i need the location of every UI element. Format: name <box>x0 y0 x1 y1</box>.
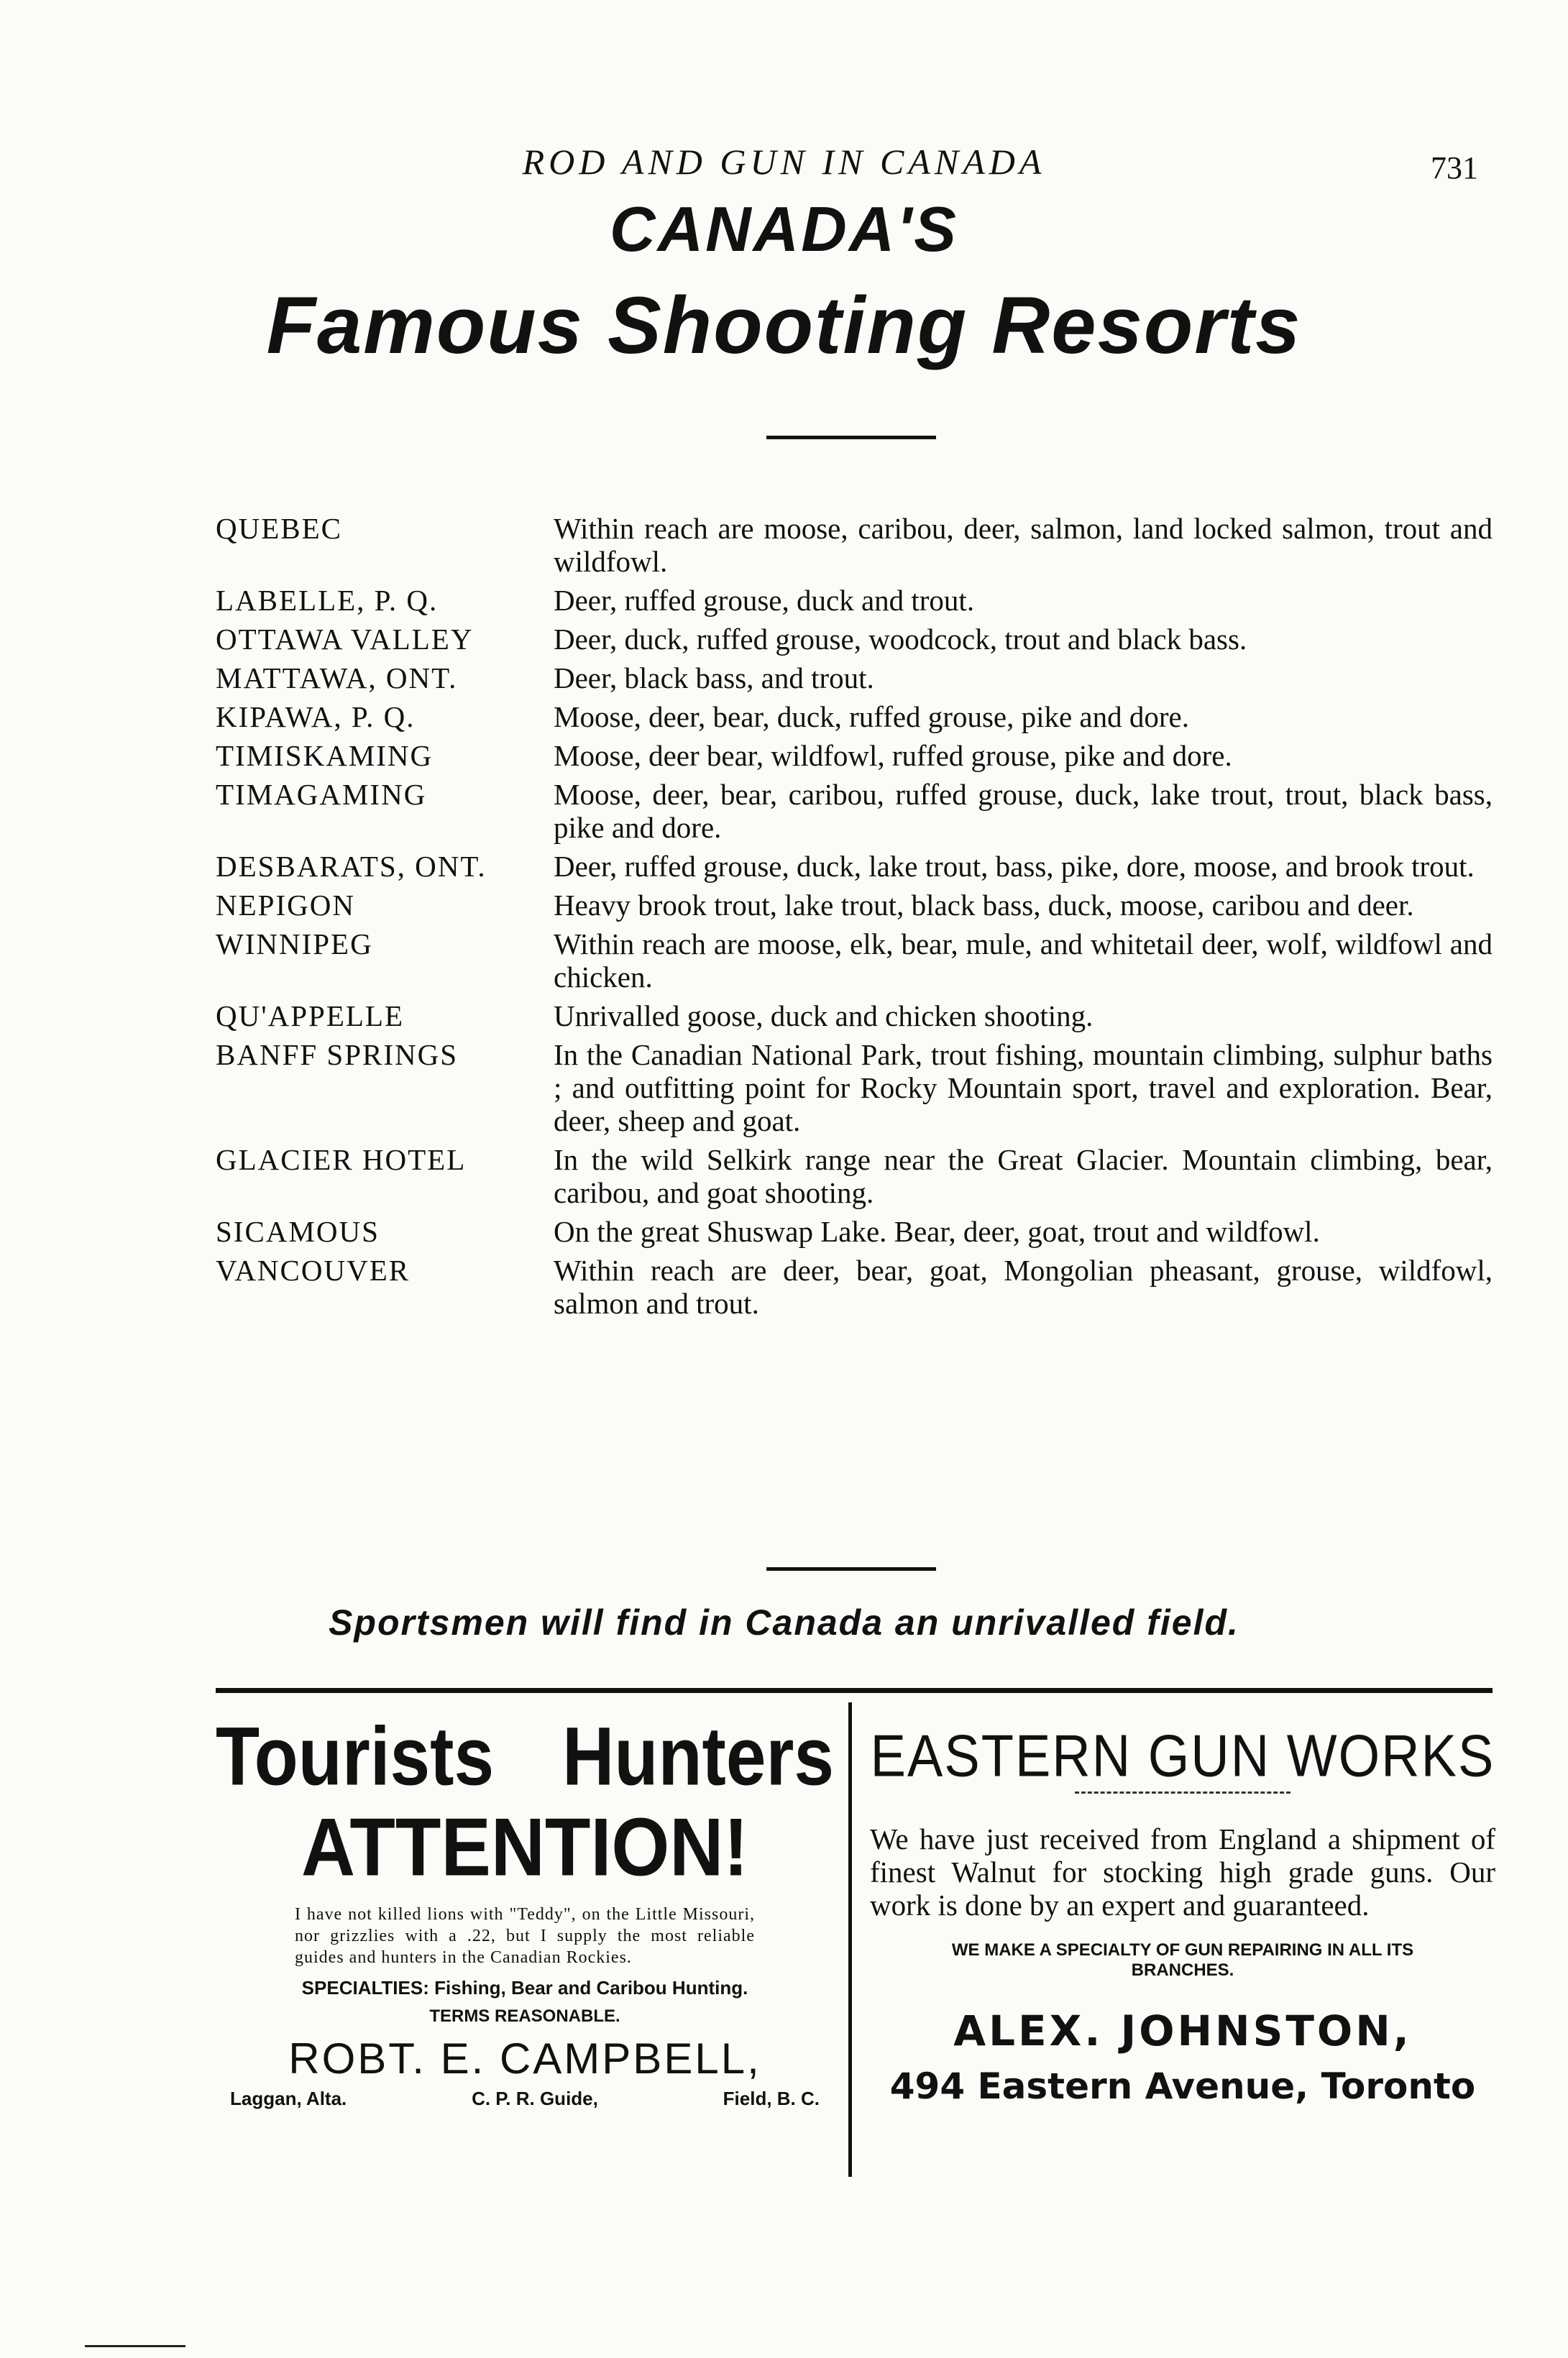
resort-place: QU'APPELLE <box>216 999 404 1032</box>
ad-attention: ATTENTION! <box>301 1802 748 1894</box>
ad-footer-town: Field, B. C. <box>723 2088 820 2109</box>
resort-description: Unrivalled goose, duck and chicken shooting. <box>554 999 1094 1032</box>
page-title-line2: Famous Shooting Resorts <box>266 280 1302 370</box>
resort-description: Deer, black bass, and trout. <box>554 661 874 694</box>
resort-description: Within reach are deer, bear, goat, Mongolian pheasant, grouse, wildfowl, salmon and trout. <box>554 1254 1493 1320</box>
resort-row <box>216 661 1493 694</box>
ad-headline-word2: Hunters <box>562 1710 834 1803</box>
resort-row <box>216 512 1493 578</box>
resort-row <box>216 1038 1493 1137</box>
resort-row <box>216 850 1493 883</box>
resort-row <box>216 1254 1493 1320</box>
top-divider-rule <box>766 436 936 439</box>
resort-place: TIMAGAMING <box>216 778 427 811</box>
ad-headline: EASTERN GUN WORKS <box>870 1722 1495 1789</box>
resort-row <box>216 1143 1493 1209</box>
resort-description: In the Canadian National Park, trout fishing, mountain climbing, sulphur baths ; and outfitting point for Rocky Mountain sport, travel and exploration. Bear, deer, sheep and goat. <box>554 1038 1493 1137</box>
resort-place: QUEBEC <box>216 512 342 545</box>
running-head: ROD AND GUN IN CANADA <box>522 142 1046 182</box>
gun-works-advertisement <box>870 1720 1495 2107</box>
ad-terms: TERMS REASONABLE. <box>429 2006 620 2026</box>
ad-specialty: WE MAKE A SPECIALTY OF GUN REPAIRING IN ALL ITS BRANCHES. <box>951 1940 1414 1980</box>
ad-headline <box>216 1711 834 1802</box>
ad-footer-role: C. P. R. Guide, <box>472 2088 598 2109</box>
resort-row <box>216 739 1493 772</box>
resorts-list <box>216 512 1493 1326</box>
resort-description: Within reach are moose, caribou, deer, salmon, land locked salmon, trout and wildfowl. <box>554 512 1493 578</box>
ads-top-rule <box>216 1688 1493 1693</box>
resort-description: Moose, deer, bear, caribou, ruffed grouse, duck, lake trout, trout, black bass, pike and dore. <box>554 778 1493 844</box>
ad-body: We have just received from England a shipment of finest Walnut for stocking high grade guns. Our work is done by an expert and guaranteed. <box>870 1822 1495 1922</box>
corner-rule <box>85 2345 185 2347</box>
resort-description: Moose, deer, bear, duck, ruffed grouse, pike and dore. <box>554 700 1189 733</box>
resort-place: SICAMOUS <box>216 1215 380 1248</box>
ad-advertiser-name: ROBT. E. CAMPBELL, <box>288 2034 761 2083</box>
resort-row <box>216 1215 1493 1248</box>
resort-row <box>216 700 1493 733</box>
tagline: Sportsmen will find in Canada an unrivalled field. <box>329 1602 1239 1643</box>
resort-description: In the wild Selkirk range near the Great Glacier. Mountain climbing, bear, caribou, and goat shooting. <box>554 1143 1493 1209</box>
resort-place: TIMISKAMING <box>216 739 434 772</box>
resort-description: Heavy brook trout, lake trout, black bass, duck, moose, caribou and deer. <box>554 889 1414 922</box>
resort-row <box>216 999 1493 1032</box>
resort-place: OTTAWA VALLEY <box>216 623 474 656</box>
resort-place: VANCOUVER <box>216 1254 411 1287</box>
ad-footer <box>216 2088 834 2110</box>
resort-row <box>216 889 1493 922</box>
page-title-line1: CANADA'S <box>610 193 958 265</box>
page-number: 731 <box>1431 150 1478 185</box>
ad-footer-location: Laggan, Alta. <box>230 2088 347 2109</box>
resort-row <box>216 584 1493 617</box>
resort-place: MATTAWA, ONT. <box>216 661 458 694</box>
resort-place: KIPAWA, P. Q. <box>216 700 416 733</box>
campbell-advertisement <box>216 1711 834 2110</box>
resort-description: Deer, duck, ruffed grouse, woodcock, trout and black bass. <box>554 623 1247 656</box>
resort-place: DESBARATS, ONT. <box>216 850 487 883</box>
resort-row <box>216 778 1493 844</box>
resort-place: NEPIGON <box>216 889 355 922</box>
resort-row <box>216 623 1493 656</box>
middle-divider-rule <box>766 1567 936 1571</box>
resort-description: Deer, ruffed grouse, duck, lake trout, bass, pike, dore, moose, and brook trout. <box>554 850 1475 883</box>
resort-place: BANFF SPRINGS <box>216 1038 459 1071</box>
ad-specialties: SPECIALTIES: Fishing, Bear and Caribou Hunting. <box>301 1977 748 1999</box>
resort-description: Moose, deer bear, wildfowl, ruffed grouse, pike and dore. <box>554 739 1232 772</box>
resort-description: Deer, ruffed grouse, duck and trout. <box>554 584 975 617</box>
ad-blurb: I have not killed lions with "Teddy", on the Little Missouri, nor grizzlies with a .22, but I supply the most reliable guides and hunters in the Canadian Rockies. <box>295 1905 755 1967</box>
resort-place: GLACIER HOTEL <box>216 1143 467 1176</box>
resort-place: WINNIPEG <box>216 927 373 960</box>
ad-advertiser-name: ALEX. JOHNSTON, <box>953 2006 1412 2055</box>
ads-column-divider <box>848 1702 852 2177</box>
resort-row <box>216 927 1493 994</box>
resort-description: Within reach are moose, elk, bear, mule, and whitetail deer, wolf, wildfowl and chicken. <box>554 927 1493 994</box>
ad-address: 494 Eastern Avenue, Toronto <box>889 2065 1476 2107</box>
ad-headline-word1: Tourists <box>216 1710 495 1803</box>
resort-description: On the great Shuswap Lake. Bear, deer, goat, trout and wildfowl. <box>554 1215 1320 1248</box>
resort-place: LABELLE, P. Q. <box>216 584 439 617</box>
